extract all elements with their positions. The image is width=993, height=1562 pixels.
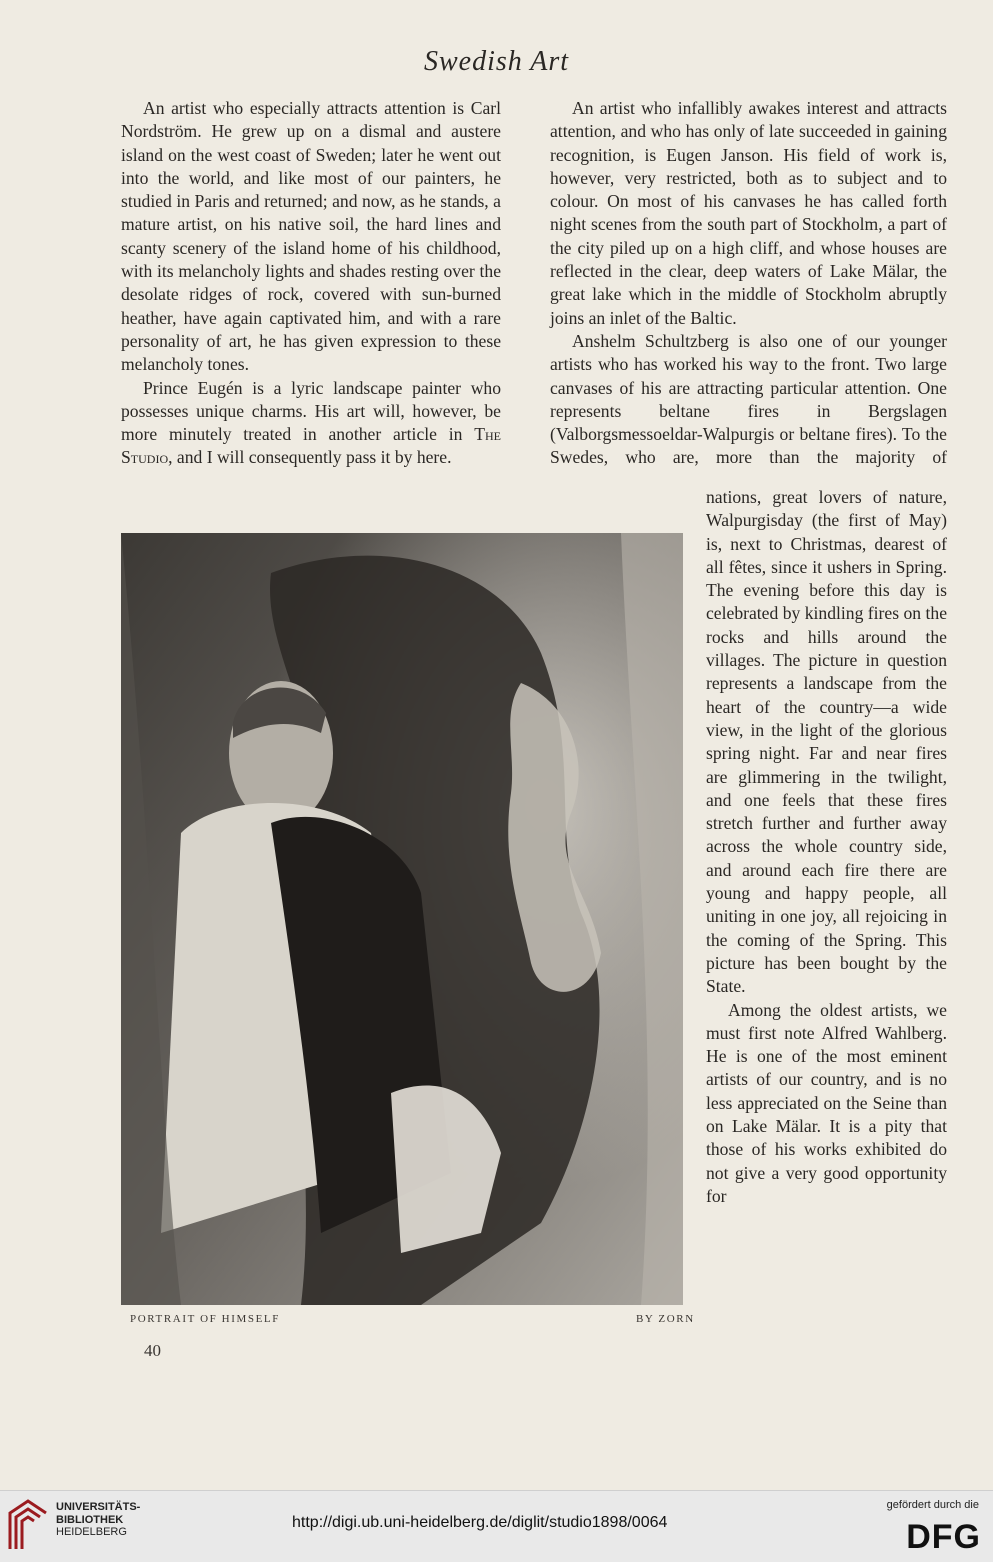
paragraph: Anshelm Schultzberg is also one of our younger artists who has worked his way to the front. Two large canvases of his are attracting particular attention. One represents beltane fires in Bergslagen (Valborgsmessoeldar-Walpurgis or beltane fires). To the Swedes, who are, more than the majority of bbox=[550, 330, 947, 468]
library-line: BIBLIOTHEK bbox=[56, 1513, 124, 1526]
library-logo-icon bbox=[6, 1499, 50, 1551]
right-column bbox=[550, 97, 947, 470]
paragraph: Among the oldest artists, we must first note Alfred Wahlberg. He is one of the most eminent artists of our country, and is no less appreciated on the Seine than on Lake Mälar. It is a pity that those of his works exhibited do not give a very good opportunity for bbox=[706, 999, 947, 1206]
running-title: Swedish Art bbox=[423, 46, 570, 77]
digitization-footer bbox=[0, 1490, 993, 1562]
paragraph-text: Prince Eugén is a lyric landscape painter who possesses unique charms. His art will, however, be more minutely treated in another article in bbox=[121, 377, 501, 445]
paragraph-text: , and I will consequently pass it by here. bbox=[168, 447, 452, 468]
figure-caption-title: PORTRAIT OF HIMSELF bbox=[130, 1313, 280, 1325]
funded-by-label: gefördert durch die bbox=[886, 1499, 979, 1511]
paragraph: An artist who infallibly awakes interest and attracts attention, and who has only of late succeeded in gaining recognition, is Eugen Janson. His field of work is, however, very restricted, both as to subject and to colour. On most of his canvases he has called forth night scenes from the south part of Stockholm, a part of the city piled up on a high cliff, and whose houses are reflected in the clear, deep waters of Lake Mälar, the great lake which in the middle of Stockholm abruptly joins an inlet of the Baltic. bbox=[550, 98, 947, 328]
library-name bbox=[56, 1501, 140, 1539]
library-line: UNIVERSITÄTS- bbox=[56, 1501, 141, 1513]
paragraph bbox=[121, 377, 501, 470]
library-line: HEIDELBERG bbox=[56, 1526, 127, 1538]
dfg-logo: DFG bbox=[906, 1518, 981, 1556]
portrait-plate bbox=[121, 533, 683, 1305]
figure-caption-artist: BY ZORN bbox=[636, 1313, 695, 1325]
portrait-illustration bbox=[121, 533, 683, 1305]
page-number: 40 bbox=[144, 1341, 161, 1360]
right-narrow-column bbox=[706, 486, 947, 1208]
journal-title: The Studio bbox=[121, 424, 501, 468]
paragraph: An artist who especially attracts attention is Carl Nordström. He grew up on a dismal and austere island on the west coast of Sweden; later he went out into the world, and like most of our painters, he studied in Paris and returned; and now, as he stands, a mature artist, on his native soil, the hard lines and scanty scenery of the island home of his childhood, with its melancholy lights and shades resting over the desolate ridges of rock, covered with sun-burned heather, have again captivated him, and with a rare personality of art, he has given expression to these melancholy tones. bbox=[121, 98, 501, 375]
left-column bbox=[121, 97, 501, 470]
permalink[interactable]: http://digi.ub.uni-heidelberg.de/diglit/studio1898/0064 bbox=[292, 1514, 668, 1531]
paragraph: nations, great lovers of nature, Walpurgisday (the first of May) is, next to Christmas, dearest of all fêtes, since it ushers in Spring. The evening before this day is celebrated by kindling fires on the rocks and hills around the villages. The picture in question represents a landscape from the heart of the country—a wide view, in the light of the glorious spring night. Far and near fires are glimmering in the twilight, and one feels that these fires stretch further and further away across the whole country side, and around each fire there are young and happy people, all uniting in one joy, all rejoicing in the coming of the Spring. This picture has been bought by the State. bbox=[706, 487, 947, 997]
